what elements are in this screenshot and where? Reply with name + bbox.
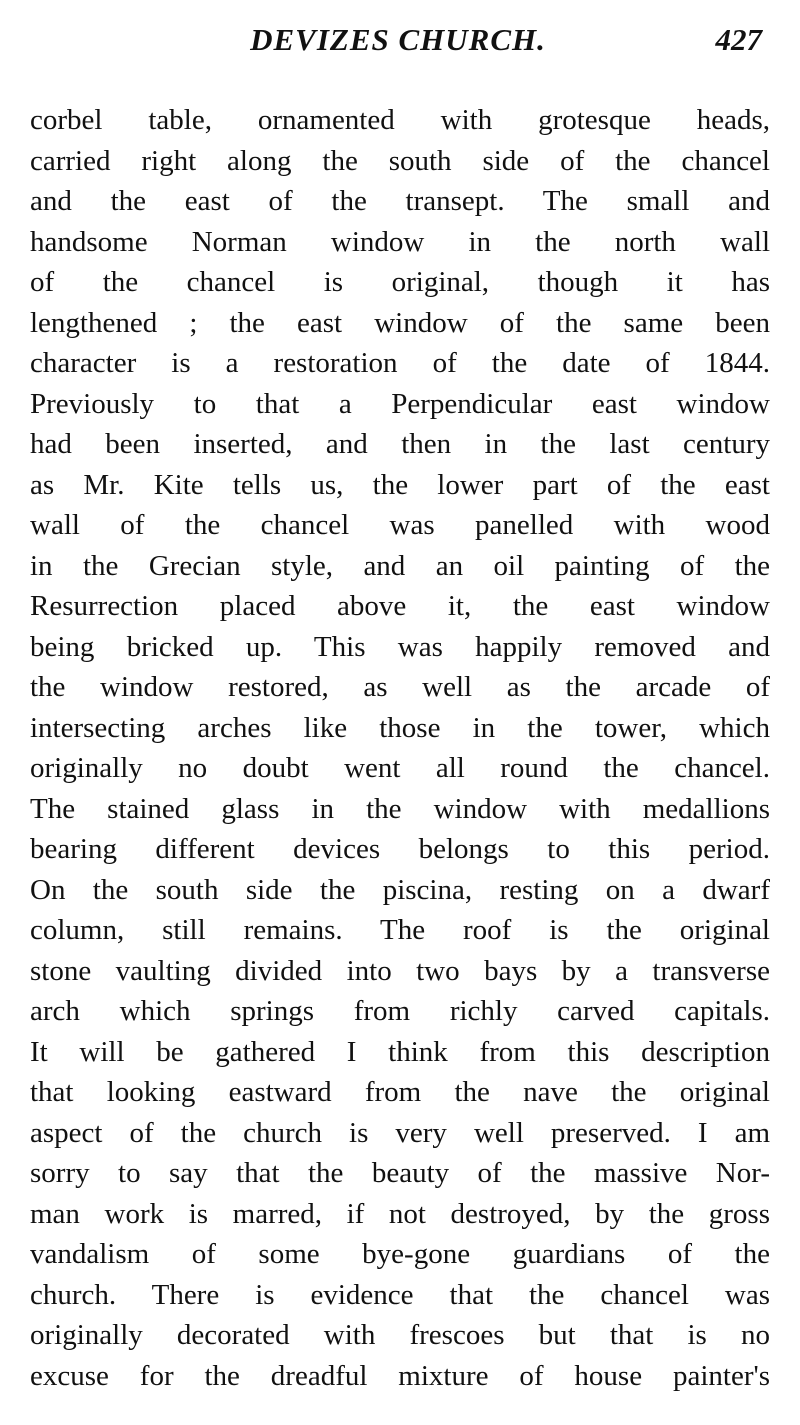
text-line: character is a restoration of the date of 1844. [30,347,770,379]
text-line: the window restored, as well as the arcade of [30,671,770,703]
text-line: aspect of the church is very well preserved. I am [30,1116,770,1149]
text-line: man work is marred, if not destroyed, by the gross [30,1197,770,1230]
text-line: bearing different devices belongs to this period. [30,833,770,865]
text-line: as Mr. Kite tells us, the lower part of the east [30,468,770,501]
text-line: excuse for the dreadful mixture of house painter's [30,1359,770,1392]
text-line: vandalism of some bye-gone guardians of the [30,1238,770,1270]
text-line: originally no doubt went all round the chancel. [30,752,770,784]
text-line: It will be gathered I think from this description [30,1035,770,1068]
text-line: sorry to say that the beauty of the massive Nor- [30,1157,770,1189]
running-title: DEVIZES CHURCH. [250,22,546,57]
text-line: intersecting arches like those in the tower, which [30,711,770,744]
text-line: stone vaulting divided into two bays by a transverse [30,954,770,987]
text-line: wall of the chancel was panelled with wood [30,509,770,541]
text-line: handsome Norman window in the north wall [30,225,770,258]
text-line: that looking eastward from the nave the original [30,1076,770,1108]
text-line: church. There is evidence that the chancel was [30,1278,770,1311]
text-line: arch which springs from richly carved capitals. [30,995,770,1027]
body-text [30,100,770,1396]
text-line: of the chancel is original, though it has [30,266,770,298]
text-line: corbel table, ornamented with grotesque heads, [30,104,770,136]
text-line: originally decorated with frescoes but that is no [30,1319,770,1351]
text-line: and the east of the transept. The small and [30,185,770,217]
text-line: column, still remains. The roof is the original [30,914,770,946]
text-line: being bricked up. This was happily removed and [30,630,770,663]
running-header [28,22,768,62]
text-line: On the south side the piscina, resting on a dwarf [30,873,770,906]
text-line: had been inserted, and then in the last century [30,428,770,460]
text-line: carried right along the south side of the chancel [30,144,770,177]
text-line: in the Grecian style, and an oil painting of the [30,549,770,582]
text-line: lengthened ; the east window of the same been [30,306,770,339]
text-line: Previously to that a Perpendicular east window [30,387,770,420]
page-number: 427 [715,22,762,57]
text-line: Resurrection placed above it, the east window [30,590,770,622]
text-line: The stained glass in the window with medallions [30,792,770,825]
